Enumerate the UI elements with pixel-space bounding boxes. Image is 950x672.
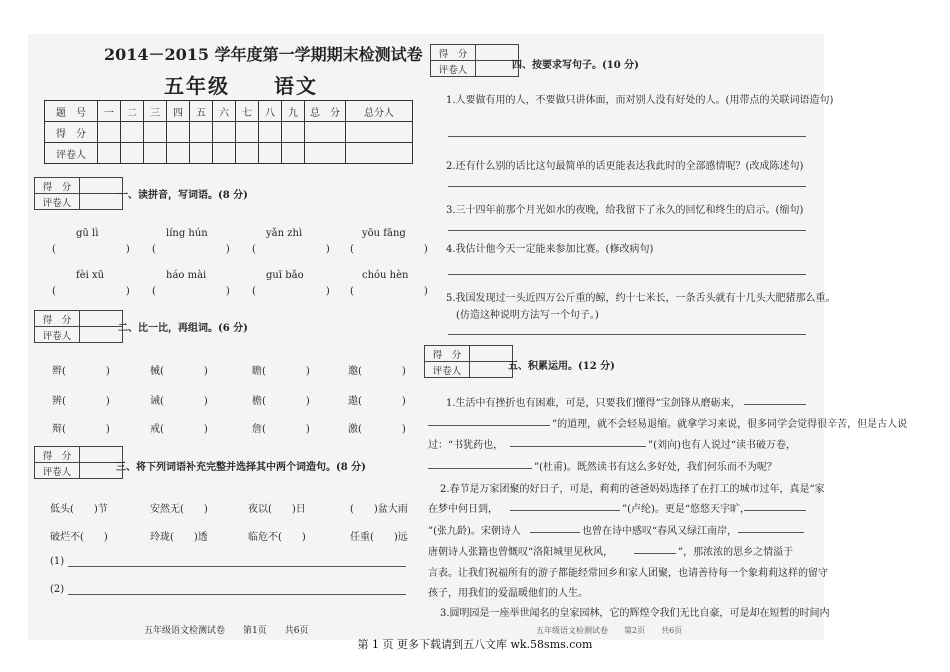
idiom-item: 任重( )远: [350, 532, 408, 543]
score-row-label: 得 分: [45, 122, 98, 143]
answer-line[interactable]: [634, 553, 676, 554]
answer-line[interactable]: [448, 334, 806, 335]
score-header-cell: 总 分: [305, 101, 346, 122]
answer-blank[interactable]: ( ): [52, 244, 130, 255]
pinyin: guī bǎo: [266, 270, 304, 281]
word-item: 辨( ): [52, 396, 110, 407]
text-line: ”(杜甫)。既然读书有这么多好处，我们何乐而不为呢？: [534, 462, 777, 473]
word-item: 遨( ): [348, 396, 406, 407]
text-line: 唐朝诗人张籍也曾慨叹“洛阳城里见秋风，: [428, 547, 614, 558]
idiom-item: ( )盆大雨: [350, 504, 408, 515]
text-line: 3.圆明园是一座举世闻名的皇家园林，它的辉煌令我们无比自豪，可是却在短暂的时间内: [440, 608, 830, 619]
grade-box-label: 评卷人: [35, 194, 80, 210]
grade-box-label: 评卷人: [35, 327, 80, 343]
grade-box-label: 得 分: [35, 311, 80, 327]
idiom-item: 安然无( ): [150, 504, 208, 515]
question-5-note: (仿造这种说明方法写一个句子。): [456, 310, 599, 321]
grade-box-sec3: [34, 446, 123, 479]
idiom-item: 玲珑( )透: [150, 532, 208, 543]
answer-line[interactable]: [448, 274, 806, 275]
question-2: 2.还有什么别的话比这句最简单的话更能表达我此时的全部感情呢？(改成陈述句): [446, 161, 804, 172]
answer-line[interactable]: [68, 594, 406, 595]
text-line: 1.生活中有挫折也有困难，可是，只要我们懂得“宝剑锋从磨砺来，: [446, 398, 741, 409]
answer-line[interactable]: [428, 425, 550, 426]
answer-line[interactable]: [448, 136, 806, 137]
text-line: 也曾在诗中感叹“春风又绿江南岸，: [582, 526, 738, 537]
grade-box-sec2: [34, 310, 123, 343]
question-5: 5.我国发现过一头近四万公斤重的鲸，约十七米长，一条舌头就有十几头大肥猪那么重。: [446, 293, 836, 304]
grade-box-label: 评卷人: [35, 463, 80, 479]
answer-blank[interactable]: ( ): [52, 286, 130, 297]
text-line: ”的道理，就不会轻易退缩。就拿学习来说，很多同学会觉得很辛苦，但是古人说: [552, 419, 908, 430]
text-line: ”(卢纶)。更是“悠悠天宇旷，: [622, 504, 751, 515]
pinyin: líng hún: [166, 228, 208, 239]
word-item: 檐( ): [252, 396, 310, 407]
word-item: 瞻( ): [252, 366, 310, 377]
answer-blank[interactable]: ( ): [152, 244, 230, 255]
sentence-label: (1): [50, 556, 65, 567]
score-header-cell: 六: [213, 101, 236, 122]
answer-line[interactable]: [530, 532, 580, 533]
score-header-cell: 题 号: [45, 101, 98, 122]
idiom-item: 临危不( ): [248, 532, 306, 543]
score-header-cell: 七: [236, 101, 259, 122]
pinyin: yōu fāng: [362, 228, 406, 239]
score-row-label: 评卷人: [45, 143, 98, 164]
answer-line[interactable]: [744, 404, 806, 405]
score-header-cell: 一: [98, 101, 121, 122]
idiom-item: 破烂不( ): [50, 532, 108, 543]
text-line: 过：“书犹药也，: [428, 440, 504, 451]
grade-box-label: 得 分: [431, 45, 476, 61]
idiom-item: 夜以( )日: [248, 504, 306, 515]
text-line: 孩子，用我们的爱温暖他们的人生。: [428, 588, 588, 599]
page-footer-right: 五年级语文检测试卷 第2页 共6页: [536, 626, 683, 635]
answer-blank[interactable]: ( ): [152, 286, 230, 297]
word-item: 辫( ): [52, 366, 110, 377]
answer-line[interactable]: [448, 186, 806, 187]
grade-box-label: 得 分: [35, 447, 80, 463]
exam-title: 2014－2015 学年度第一学期期末检测试卷: [104, 45, 423, 64]
answer-line[interactable]: [428, 468, 532, 469]
grade-box-label: 得 分: [35, 178, 80, 194]
download-footer: 第 1 页 更多下载请到五八文库 wk.58sms.com: [357, 638, 593, 651]
word-item: 械( ): [150, 366, 208, 377]
page-footer-left: 五年级语文检测试卷 第1页 共6页: [144, 626, 309, 636]
grade-box-sec4: [430, 44, 519, 77]
question-1: 1.人要做有用的人，不要做只讲体面，而对别人没有好处的人。(用带点的关联词语造句): [446, 95, 834, 106]
answer-blank[interactable]: ( ): [350, 244, 428, 255]
grade-box-sec5: [424, 345, 513, 378]
word-item: 辩( ): [52, 424, 110, 435]
section-1-heading: 一、读拼音，写词语。(8 分): [118, 190, 248, 201]
question-3: 3.三十四年前那个月光如水的夜晚，给我留下了永久的回忆和终生的启示。(缩句): [446, 205, 804, 216]
score-table: [44, 100, 413, 164]
score-header-cell: 二: [121, 101, 144, 122]
answer-line[interactable]: [68, 566, 406, 567]
text-line: ”，那浓浓的思乡之情溢于: [678, 547, 794, 558]
score-header-cell: 八: [259, 101, 282, 122]
grade-box-label: 得 分: [425, 346, 470, 362]
answer-blank[interactable]: ( ): [252, 244, 330, 255]
answer-line[interactable]: [448, 230, 806, 231]
answer-line[interactable]: [510, 446, 646, 447]
word-item: 激( ): [348, 424, 406, 435]
score-header-cell: 四: [167, 101, 190, 122]
section-5-heading: 五、积累运用。(12 分): [508, 361, 615, 372]
pinyin: yǎn zhì: [266, 228, 303, 239]
section-2-heading: 二、比一比，再组词。(6 分): [118, 323, 248, 334]
text-line: ”(刘向)也有人说过“读书破万卷，: [648, 440, 797, 451]
score-header-cell: 九: [282, 101, 305, 122]
question-4: 4.我估计他今天一定能来参加比赛。(修改病句): [446, 244, 654, 255]
word-item: 邀( ): [348, 366, 406, 377]
idiom-item: 低头( )节: [50, 504, 108, 515]
answer-blank[interactable]: ( ): [350, 286, 428, 297]
pinyin: fèi xū: [76, 270, 105, 281]
pinyin: háo mài: [166, 270, 207, 281]
answer-blank[interactable]: ( ): [252, 286, 330, 297]
text-line: ”(张九龄)。宋朝诗人: [428, 526, 521, 537]
answer-line[interactable]: [510, 510, 620, 511]
text-line: 2.春节是万家团聚的好日子，可是，莉莉的爸爸妈妈选择了在打工的城市过年，真是“家: [440, 484, 825, 495]
score-header-cell: 三: [144, 101, 167, 122]
sentence-label: (2): [50, 584, 65, 595]
section-3-heading: 三、将下列词语补充完整并选择其中两个词造句。(8 分): [116, 462, 366, 473]
score-header-cell: 五: [190, 101, 213, 122]
pinyin: gū lì: [76, 228, 99, 239]
exam-subtitle: 五年级 语文: [164, 74, 318, 98]
word-item: 诫( ): [150, 396, 208, 407]
grade-box-label: 评卷人: [425, 362, 470, 378]
word-item: 詹( ): [252, 424, 310, 435]
pinyin: chóu hèn: [362, 270, 409, 281]
answer-line[interactable]: [738, 532, 804, 533]
grade-box-label: 评卷人: [431, 61, 476, 77]
word-item: 戒( ): [150, 424, 208, 435]
answer-line[interactable]: [744, 510, 806, 511]
text-line: 言表。让我们祝福所有的游子都能经常回乡和家人团聚，也请善待每一个象莉莉这样的留守: [428, 568, 828, 579]
section-4-heading: 四、按要求写句子。(10 分): [512, 60, 639, 71]
text-line: 在梦中何日到，: [428, 504, 498, 515]
grade-box-sec1: [34, 177, 123, 210]
score-header-cell: 总分人: [346, 101, 413, 122]
